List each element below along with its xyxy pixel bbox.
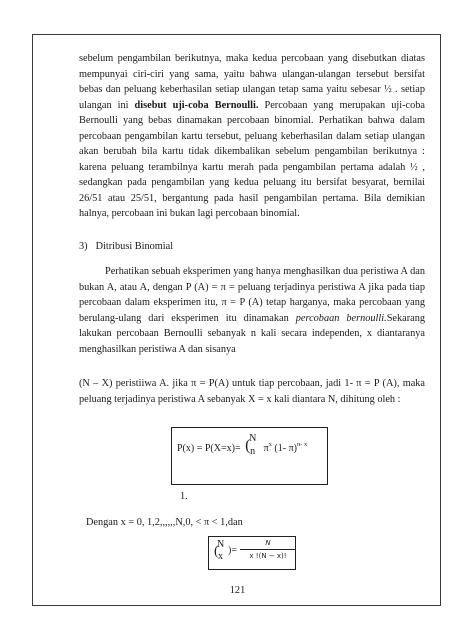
exponent: n- x	[296, 441, 308, 448]
page-number: 121	[229, 585, 246, 596]
paragraph-text: Percobaan yang merupakan uji-coba Bernoulli yang bebas dinamakan percobaan binomial. Perhatikan bahwa dalam percobaan pengambilan kartu tersebut, peluang keberhasilan dalam setiap ulangan akan berubah bila kartu tidak dikembalikan sebelum pengambilan berikutnya : karena peluang terambilnya kartu merah pada pengambilan pertama adalah ½ , sedangkan pada pengambilan yang kedua peluang itu bersifat besyarat, bernilai 26/51 atau 25/51, bergantung pada hasil pengambilan pertama. Bila demikian halnya, percobaan ini bukan lagi percobaan binomial.	[79, 99, 425, 219]
section-title: Ditribusi Binomial	[95, 241, 174, 252]
binomial-coefficient	[214, 539, 228, 565]
paragraph-bernoulli-intro	[79, 51, 425, 222]
fraction-numerator: N	[240, 539, 296, 550]
binom-top: N	[217, 539, 225, 550]
list-number: 1.	[180, 491, 188, 502]
bold-term: disebut uji-coba Bernoulli.	[134, 99, 259, 111]
paragraph-probability: (N – X) peristiiwa A. jika π = P(A) untuk tiap percobaan, jadi 1- π = P (A), maka peluang terjadinya peristiwa A sebanyak X = x kali diantara N, dihitung oleh :	[79, 378, 425, 405]
paragraph-text: sebelum pengambilan berikutnya, maka kedua percobaan yang disebutkan diatas mempunyai ciri-ciri yang sama, yaitu bahwa ulangan-ulangan tersebut bersifat bebas dan peluang keberhasilan setiap ulangan tetap sama yaitu sebesar ½ . setiap ulangan ini	[79, 53, 425, 111]
binom-bottom: x	[218, 551, 223, 562]
paragraph-text: Sekarang lakukan percobaan Bernoulli sebanyak n kali secara independen, x diantaranya menghasilkan peristiwa A dan sisanya	[79, 312, 426, 355]
paren-glyph: (	[245, 437, 251, 454]
formula-lhs: P(x) = P(X=x)=	[177, 443, 241, 454]
formula-rest: (1- π)$^{n- x}$	[274, 441, 308, 454]
binom-top: N	[249, 433, 257, 444]
paragraph-experiment	[79, 264, 425, 357]
binomial-coefficient	[245, 433, 259, 459]
paragraph-text: Perhatikan sebuah eksperimen yang hanya menghasilkan dua peristiwa A dan bukan A, atau A, dengan P (A) = π = peluang terjadinya peristiwa A jika pada tiap percobaan dalam eksperimen itu, π = P (A) tetap harganya, maka percobaan yang berulang-ulang dari eksperimen itu dinamakan	[79, 266, 425, 324]
paren-glyph: (	[214, 544, 219, 559]
binomial-formula	[177, 433, 308, 459]
equals-sign: )=	[228, 545, 237, 556]
italic-term: percobaan bernoulli.	[295, 312, 387, 324]
fraction	[240, 539, 296, 560]
section-number: 3)	[79, 241, 88, 252]
domain-statement: Dengan x = 0, 1,2,,,,,,N,0, < π < 1,dan	[86, 517, 243, 528]
section-heading	[79, 241, 173, 252]
fraction-denominator: x !(N − x)!	[249, 552, 287, 560]
formula-pi: $\pi^x$	[263, 441, 272, 454]
binom-bottom: n	[250, 446, 256, 457]
exponent: x	[268, 441, 272, 448]
